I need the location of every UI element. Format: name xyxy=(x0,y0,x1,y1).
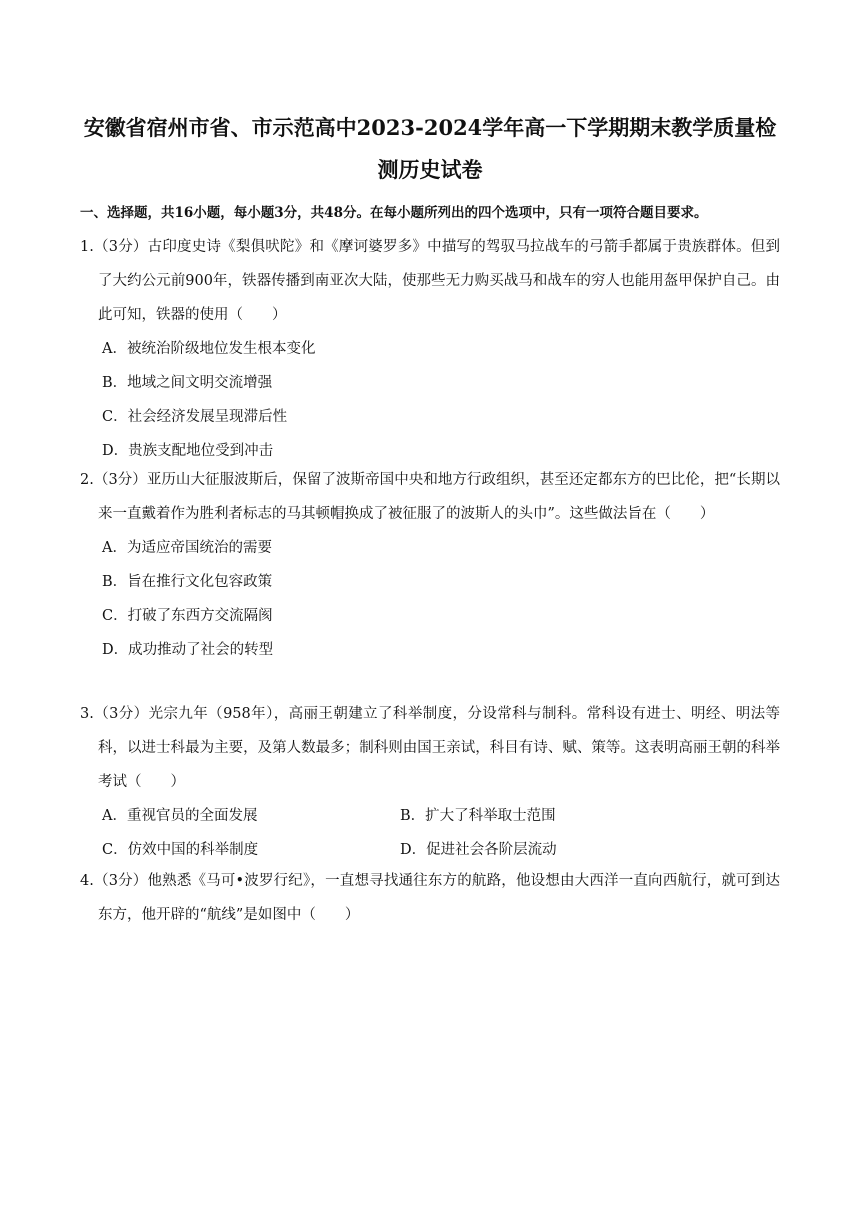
question-stem: 1.（3分）古印度史诗《梨俱吠陀》和《摩诃婆罗多》中描写的驾驭马拉战车的弓箭手都属于贵族群体。但到了大约公元前900年，铁器传播到南亚次大陆，使那些无力购买战马和战车的穷人也能用盔甲保护自己。由此可知，铁器的使用（ ） xyxy=(80,239,780,323)
exam-title-line2: 测历史试卷 xyxy=(377,157,483,182)
option-b: B．扩大了科举取士范围 xyxy=(400,808,556,824)
section-heading: 一、选择题，共16小题，每小题3分，共48分。在每小题所列出的四个选项中，只有一项符合题目要求。 xyxy=(80,205,708,221)
question-4 xyxy=(80,864,780,932)
option-a: A．被统治阶级地位发生根本变化 xyxy=(102,341,316,357)
question-stem: 2.（3分）亚历山大征服波斯后，保留了波斯帝国中央和地方行政组织，甚至还定都东方的巴比伦，把“长期以来一直戴着作为胜利者标志的马其顿帽换成了被征服了的波斯人的头巾”。这些做法旨在（ ） xyxy=(80,472,780,522)
question-stem: 4.（3分）他熟悉《马可•波罗行纪》，一直想寻找通往东方的航路，他设想由大西洋一直向西航行，就可到达东方，他开辟的“航线”是如图中（ ） xyxy=(80,873,780,923)
option-c: C．社会经济发展呈现滞后性 xyxy=(102,409,288,425)
exam-title-line1: 安徽省宿州市省、市示范高中2023-2024学年高一下学期期末教学质量检 xyxy=(83,115,777,140)
question-3 xyxy=(80,697,780,867)
option-b: B．地域之间文明交流增强 xyxy=(102,375,273,391)
options-row-1 xyxy=(80,799,780,833)
question-1 xyxy=(80,230,780,468)
option-a: A．为适应帝国统治的需要 xyxy=(102,540,272,556)
options-row-2 xyxy=(80,833,780,867)
option-d: D．促进社会各阶层流动 xyxy=(400,842,557,858)
question-stem: 3.（3分）光宗九年（958年），高丽王朝建立了科举制度，分设常科与制科。常科设有进士、明经、明法等科，以进士科最为主要，及第人数最多；制科则由国王亲试，科目有诗、赋、策等。这表明高丽王朝的科举考试（ ） xyxy=(80,706,780,790)
option-b: B．旨在推行文化包容政策 xyxy=(102,574,273,590)
option-d: D．成功推动了社会的转型 xyxy=(102,642,274,658)
option-d: D．贵族支配地位受到冲击 xyxy=(102,443,274,459)
option-c: C．打破了东西方交流隔阂 xyxy=(102,608,273,624)
option-c: C．仿效中国的科举制度 xyxy=(102,842,259,858)
question-2 xyxy=(80,463,780,667)
option-a: A．重视官员的全面发展 xyxy=(102,808,258,824)
